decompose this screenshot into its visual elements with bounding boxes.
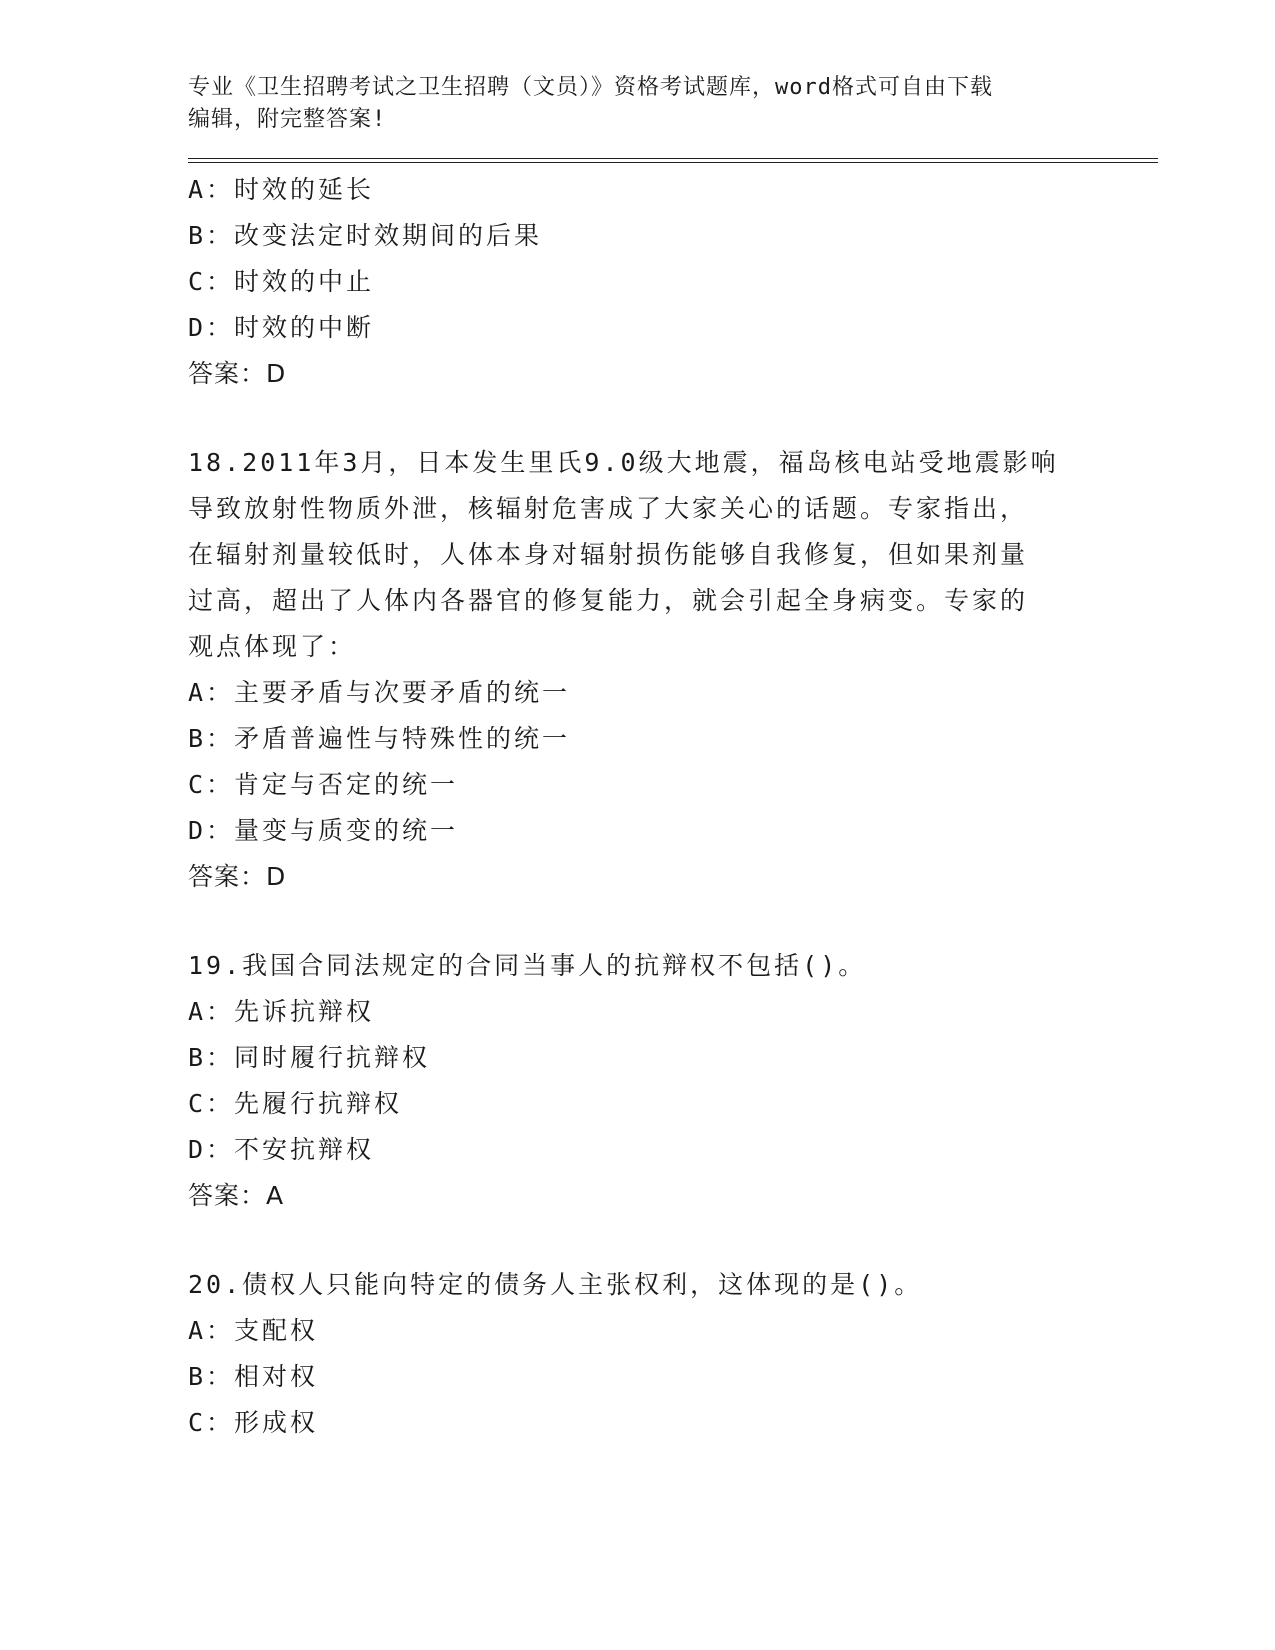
option-b: B：改变法定时效期间的后果 bbox=[188, 221, 543, 250]
answer: 答案：D bbox=[188, 862, 287, 891]
option-a: A：支配权 bbox=[188, 1316, 319, 1345]
question-stem: 20.债权人只能向特定的债务人主张权利，这体现的是()。 bbox=[188, 1270, 923, 1299]
option-a: A：先诉抗辩权 bbox=[188, 997, 375, 1026]
option-c: C：先履行抗辩权 bbox=[188, 1089, 403, 1118]
option-c: C：时效的中止 bbox=[188, 267, 375, 296]
option-c: C：肯定与否定的统一 bbox=[188, 770, 459, 799]
header-line-1: 专业《卫生招聘考试之卫生招聘（文员）》资格考试题库，word格式可自由下载 bbox=[188, 75, 993, 100]
option-b: B：矛盾普遍性与特殊性的统一 bbox=[188, 724, 571, 753]
document-header bbox=[188, 72, 1068, 136]
option-c: C：形成权 bbox=[188, 1408, 319, 1437]
answer: 答案：D bbox=[188, 359, 287, 388]
stem-line: 过高，超出了人体内各器官的修复能力，就会引起全身病变。专家的 bbox=[188, 586, 1029, 615]
option-d: D：量变与质变的统一 bbox=[188, 816, 459, 845]
option-d: D：时效的中断 bbox=[188, 313, 375, 342]
option-b: B：同时履行抗辩权 bbox=[188, 1043, 431, 1072]
stem-line: 导致放射性物质外泄，核辐射危害成了大家关心的话题。专家指出， bbox=[188, 494, 1029, 523]
option-b: B：相对权 bbox=[188, 1362, 319, 1391]
header-divider bbox=[188, 158, 1158, 163]
question-20 bbox=[188, 1262, 1158, 1446]
question-stem bbox=[188, 440, 1088, 670]
question-18 bbox=[188, 440, 1158, 900]
option-d: D：不安抗辩权 bbox=[188, 1135, 375, 1164]
stem-line: 在辐射剂量较低时，人体本身对辐射损伤能够自我修复，但如果剂量 bbox=[188, 540, 1029, 569]
document-page bbox=[188, 72, 1158, 1446]
stem-line: 观点体现了： bbox=[188, 632, 357, 661]
answer: 答案：A bbox=[188, 1181, 285, 1210]
stem-line: 18.2011年3月，日本发生里氏9.0级大地震，福岛核电站受地震影响 bbox=[188, 448, 1059, 477]
option-a: A：主要矛盾与次要矛盾的统一 bbox=[188, 678, 571, 707]
option-a: A：时效的延长 bbox=[188, 175, 375, 204]
question-19 bbox=[188, 943, 1158, 1219]
question-17 bbox=[188, 167, 1158, 397]
header-line-2: 编辑，附完整答案! bbox=[188, 107, 387, 132]
question-stem: 19.我国合同法规定的合同当事人的抗辩权不包括()。 bbox=[188, 951, 867, 980]
